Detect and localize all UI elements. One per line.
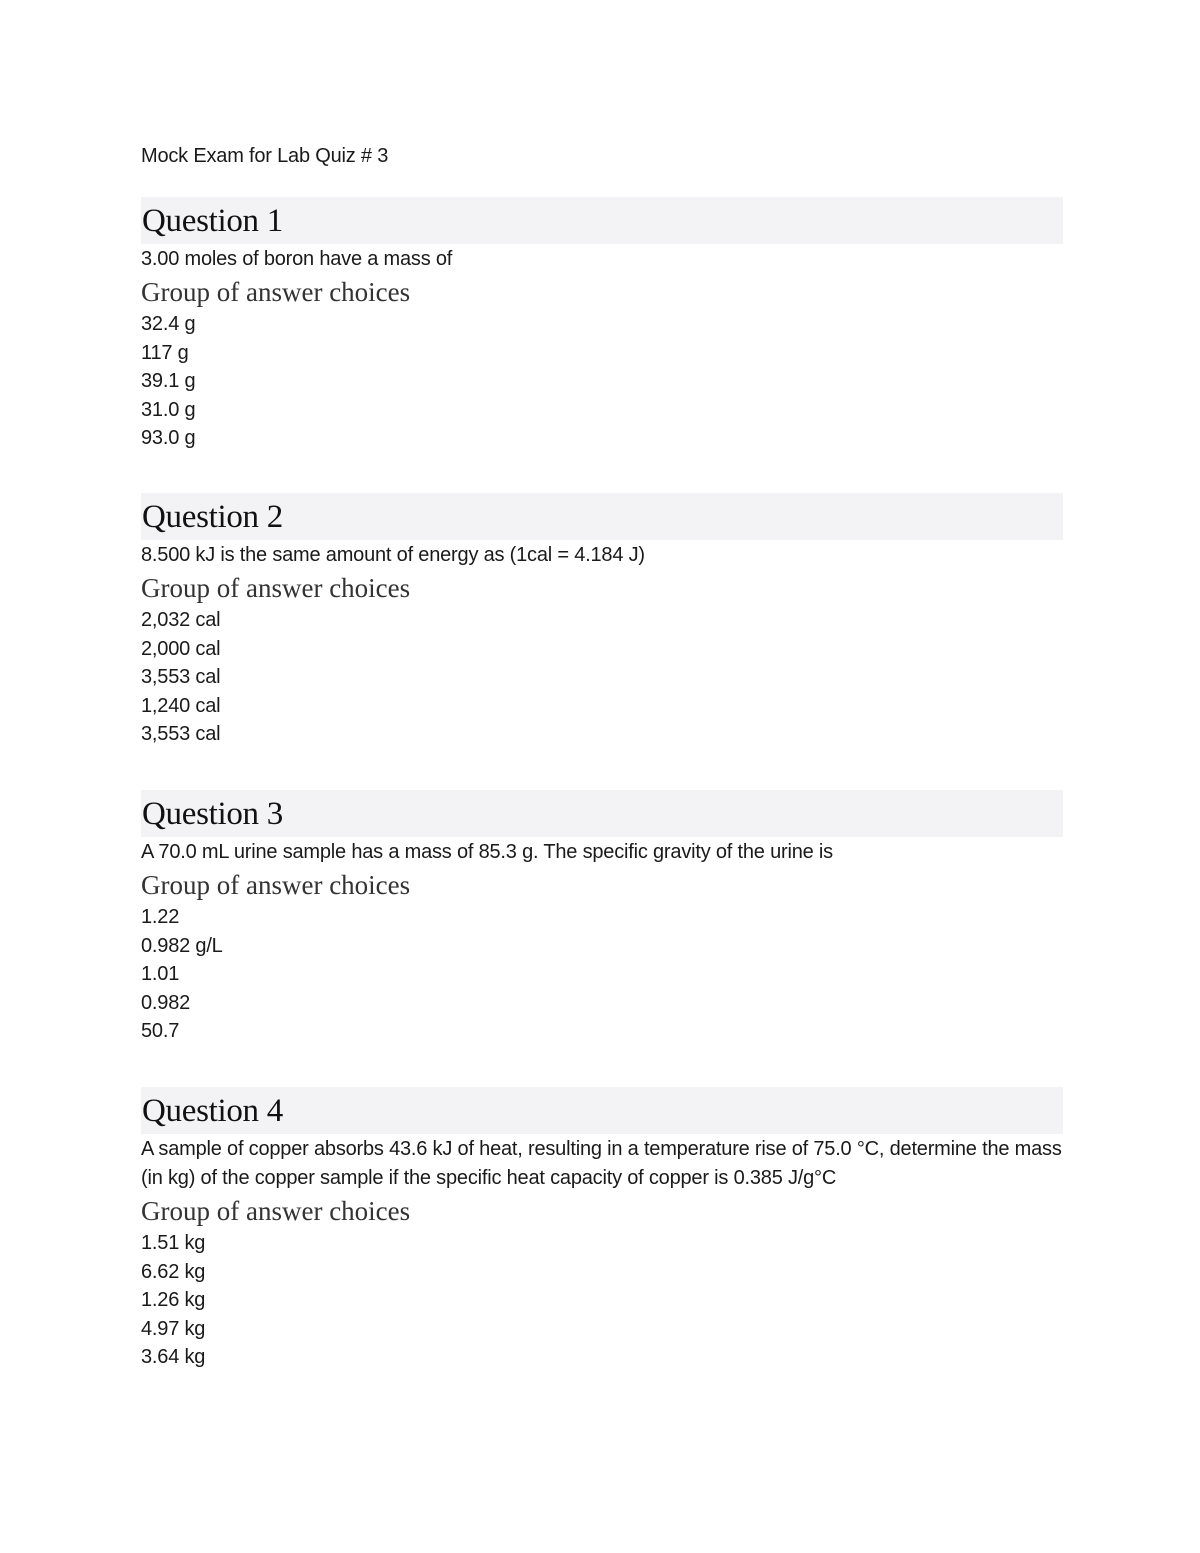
- question-header: [141, 790, 1063, 837]
- question-title: Question 2: [142, 499, 283, 535]
- question-4: [141, 1087, 1063, 1372]
- question-text: A 70.0 mL urine sample has a mass of 85.3 g. The specific gravity of the urine is: [141, 841, 833, 863]
- answer-choice[interactable]: 1,240 cal: [141, 694, 221, 717]
- answer-choice[interactable]: 117 g: [141, 341, 189, 364]
- answer-choice[interactable]: 2,000 cal: [141, 637, 221, 660]
- answer-group-label: Group of answer choices: [141, 573, 411, 603]
- question-header: [141, 1087, 1063, 1134]
- answer-choice[interactable]: 1.01: [141, 963, 180, 986]
- document-title: Mock Exam for Lab Quiz # 3: [141, 145, 389, 167]
- question-title: Question 1: [142, 203, 283, 239]
- answer-choice[interactable]: 39.1 g: [141, 370, 196, 393]
- answer-choice[interactable]: 3,553 cal: [141, 666, 221, 689]
- answer-choice[interactable]: 31.0 g: [141, 398, 196, 421]
- answer-choice[interactable]: 32.4 g: [141, 313, 196, 335]
- answer-choice[interactable]: 0.982: [141, 991, 191, 1014]
- answer-choice[interactable]: 1.51 kg: [141, 1232, 206, 1254]
- question-3: [141, 790, 1063, 1046]
- answer-choice[interactable]: 3.64 kg: [141, 1346, 206, 1369]
- answer-choice[interactable]: 6.62 kg: [141, 1260, 206, 1283]
- question-text: 8.500 kJ is the same amount of energy as (1cal = 4.184 J): [141, 544, 645, 566]
- answer-choice[interactable]: 93.0 g: [141, 427, 196, 450]
- question-1: [141, 197, 1063, 453]
- answer-choice[interactable]: 0.982 g/L: [141, 934, 223, 957]
- answer-choices: [141, 1229, 1063, 1372]
- question-header: [141, 197, 1063, 244]
- question-title: Question 3: [142, 796, 283, 832]
- answer-choices: [141, 310, 1063, 453]
- answer-group-label: Group of answer choices: [141, 870, 411, 900]
- answer-choice[interactable]: 4.97 kg: [141, 1317, 206, 1340]
- question-text: 3.00 moles of boron have a mass of: [141, 248, 453, 270]
- answer-choice[interactable]: 3,553 cal: [141, 723, 221, 746]
- question-title: Question 4: [142, 1093, 283, 1129]
- answer-choices: [141, 903, 1063, 1046]
- answer-choice[interactable]: 1.22: [141, 906, 180, 928]
- answer-choice[interactable]: 2,032 cal: [141, 609, 221, 631]
- question-text: A sample of copper absorbs 43.6 kJ of heat, resulting in a temperature rise of 75.0 °C, determine the mass (in kg) of the copper sample if the specific heat capacity of copper is 0.385 J/g°C: [141, 1138, 1062, 1189]
- answer-choices: [141, 606, 1063, 749]
- question-header: [141, 493, 1063, 540]
- answer-group-label: Group of answer choices: [141, 277, 411, 307]
- answer-group-label: Group of answer choices: [141, 1196, 411, 1226]
- question-2: [141, 493, 1063, 749]
- answer-choice[interactable]: 50.7: [141, 1020, 180, 1043]
- answer-choice[interactable]: 1.26 kg: [141, 1289, 206, 1312]
